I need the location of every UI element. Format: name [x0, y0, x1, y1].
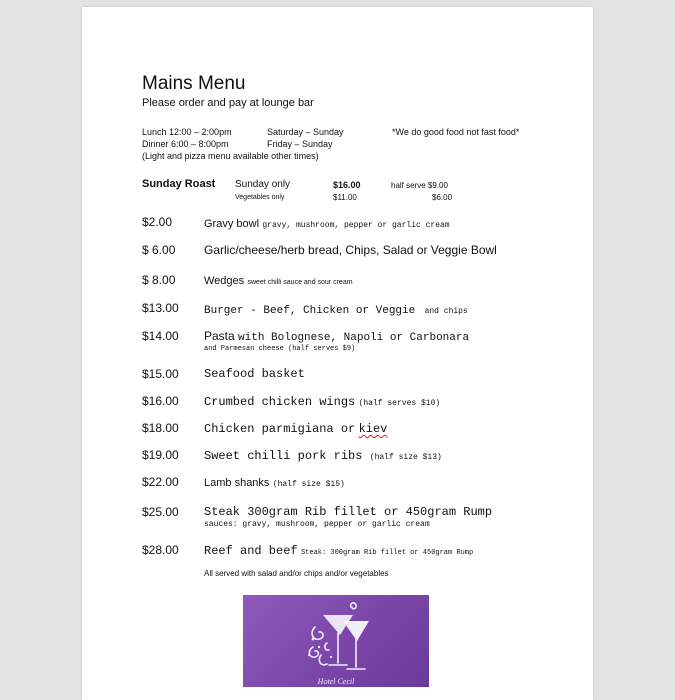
- tagline: *We do good food not fast food*: [392, 127, 520, 137]
- item-detail: and Parmesan cheese (half serves $9): [204, 345, 356, 353]
- list-item: [204, 475, 345, 489]
- light-menu-note: (Light and pizza menu available other times): [142, 151, 319, 161]
- page-title: Mains Menu: [142, 73, 246, 94]
- item-name-extra: with Bolognese, Napoli or Carbonara: [238, 332, 470, 344]
- item-name: Burger - Beef, Chicken or Veggie: [204, 305, 416, 317]
- item-name: Sweet chilli pork ribs: [204, 449, 363, 463]
- half-serve-price: half serve $9.00: [391, 181, 448, 190]
- list-item: [204, 216, 450, 230]
- item-name: Gravy bowl: [204, 218, 260, 230]
- page-subtitle: Please order and pay at lounge bar: [142, 97, 314, 109]
- hotel-logo: [243, 595, 429, 687]
- item-price: $ 6.00: [142, 243, 176, 257]
- item-name: Steak 300gram Rib fillet or 450gram Rump: [204, 505, 493, 519]
- item-detail: (half serves $10): [358, 399, 441, 408]
- item-price: $18.00: [142, 421, 179, 435]
- item-detail: gravy, mushroom, pepper or garlic cream: [262, 221, 450, 230]
- dinner-hours: Dinner 6:00 – 8:00pm: [142, 139, 229, 149]
- item-price: $2.00: [142, 215, 173, 229]
- item-price: $19.00: [142, 448, 179, 462]
- list-item: [204, 273, 353, 287]
- sunday-roast-price: $16.00: [333, 180, 361, 190]
- item-detail: (half size $15): [272, 480, 345, 489]
- item-name-extra: kiev: [358, 422, 388, 436]
- lunch-hours: Lunch 12:00 – 2:00pm: [142, 127, 232, 137]
- item-detail: (half size $13): [369, 453, 442, 462]
- vegetables-only-label: Vegetables only: [235, 194, 285, 201]
- item-name: Crumbed chicken wings: [204, 395, 356, 409]
- item-name: Pasta: [204, 329, 235, 343]
- list-item: [204, 448, 442, 463]
- item-price: $25.00: [142, 505, 179, 519]
- item-price: $15.00: [142, 367, 179, 381]
- list-item: [204, 543, 473, 558]
- item-price: $22.00: [142, 475, 179, 489]
- lunch-days: Saturday – Sunday: [267, 127, 344, 137]
- sunday-roast-availability: Sunday only: [235, 179, 291, 190]
- logo-text: Hotel Cecil: [317, 677, 355, 686]
- dinner-days: Friday – Sunday: [267, 139, 333, 149]
- item-price: $13.00: [142, 301, 179, 315]
- vegetables-only-price: $11.00: [333, 193, 357, 202]
- item-name: Lamb shanks: [204, 477, 270, 489]
- item-name: Wedges: [204, 275, 245, 287]
- half-vegetables-price: $6.00: [432, 193, 453, 202]
- item-detail: sauces: gravy, mushroom, pepper or garlic cream: [204, 520, 430, 529]
- martini-glasses-icon: [243, 595, 429, 687]
- list-item: [204, 394, 440, 409]
- item-name: Chicken parmigiana or: [204, 422, 356, 436]
- sunday-roast-label: Sunday Roast: [142, 178, 216, 190]
- item-detail: Steak: 300gram Rib fillet or 450gram Rump: [300, 549, 474, 557]
- item-name: Seafood basket: [204, 367, 305, 381]
- item-name: Garlic/cheese/herb bread, Chips, Salad or Veggie Bowl: [204, 243, 497, 257]
- list-item: [204, 302, 468, 317]
- item-detail: sweet chilli sauce and sour cream: [247, 279, 353, 286]
- item-price: $14.00: [142, 329, 179, 343]
- item-price: $28.00: [142, 543, 179, 557]
- list-item: [204, 329, 469, 344]
- item-price: $ 8.00: [142, 273, 176, 287]
- item-price: $16.00: [142, 394, 179, 408]
- item-detail: and chips: [424, 307, 468, 316]
- item-name: Reef and beef: [204, 544, 298, 558]
- menu-page: [82, 7, 593, 700]
- footer-note: All served with salad and/or chips and/or vegetables: [204, 569, 389, 578]
- list-item: [204, 421, 387, 436]
